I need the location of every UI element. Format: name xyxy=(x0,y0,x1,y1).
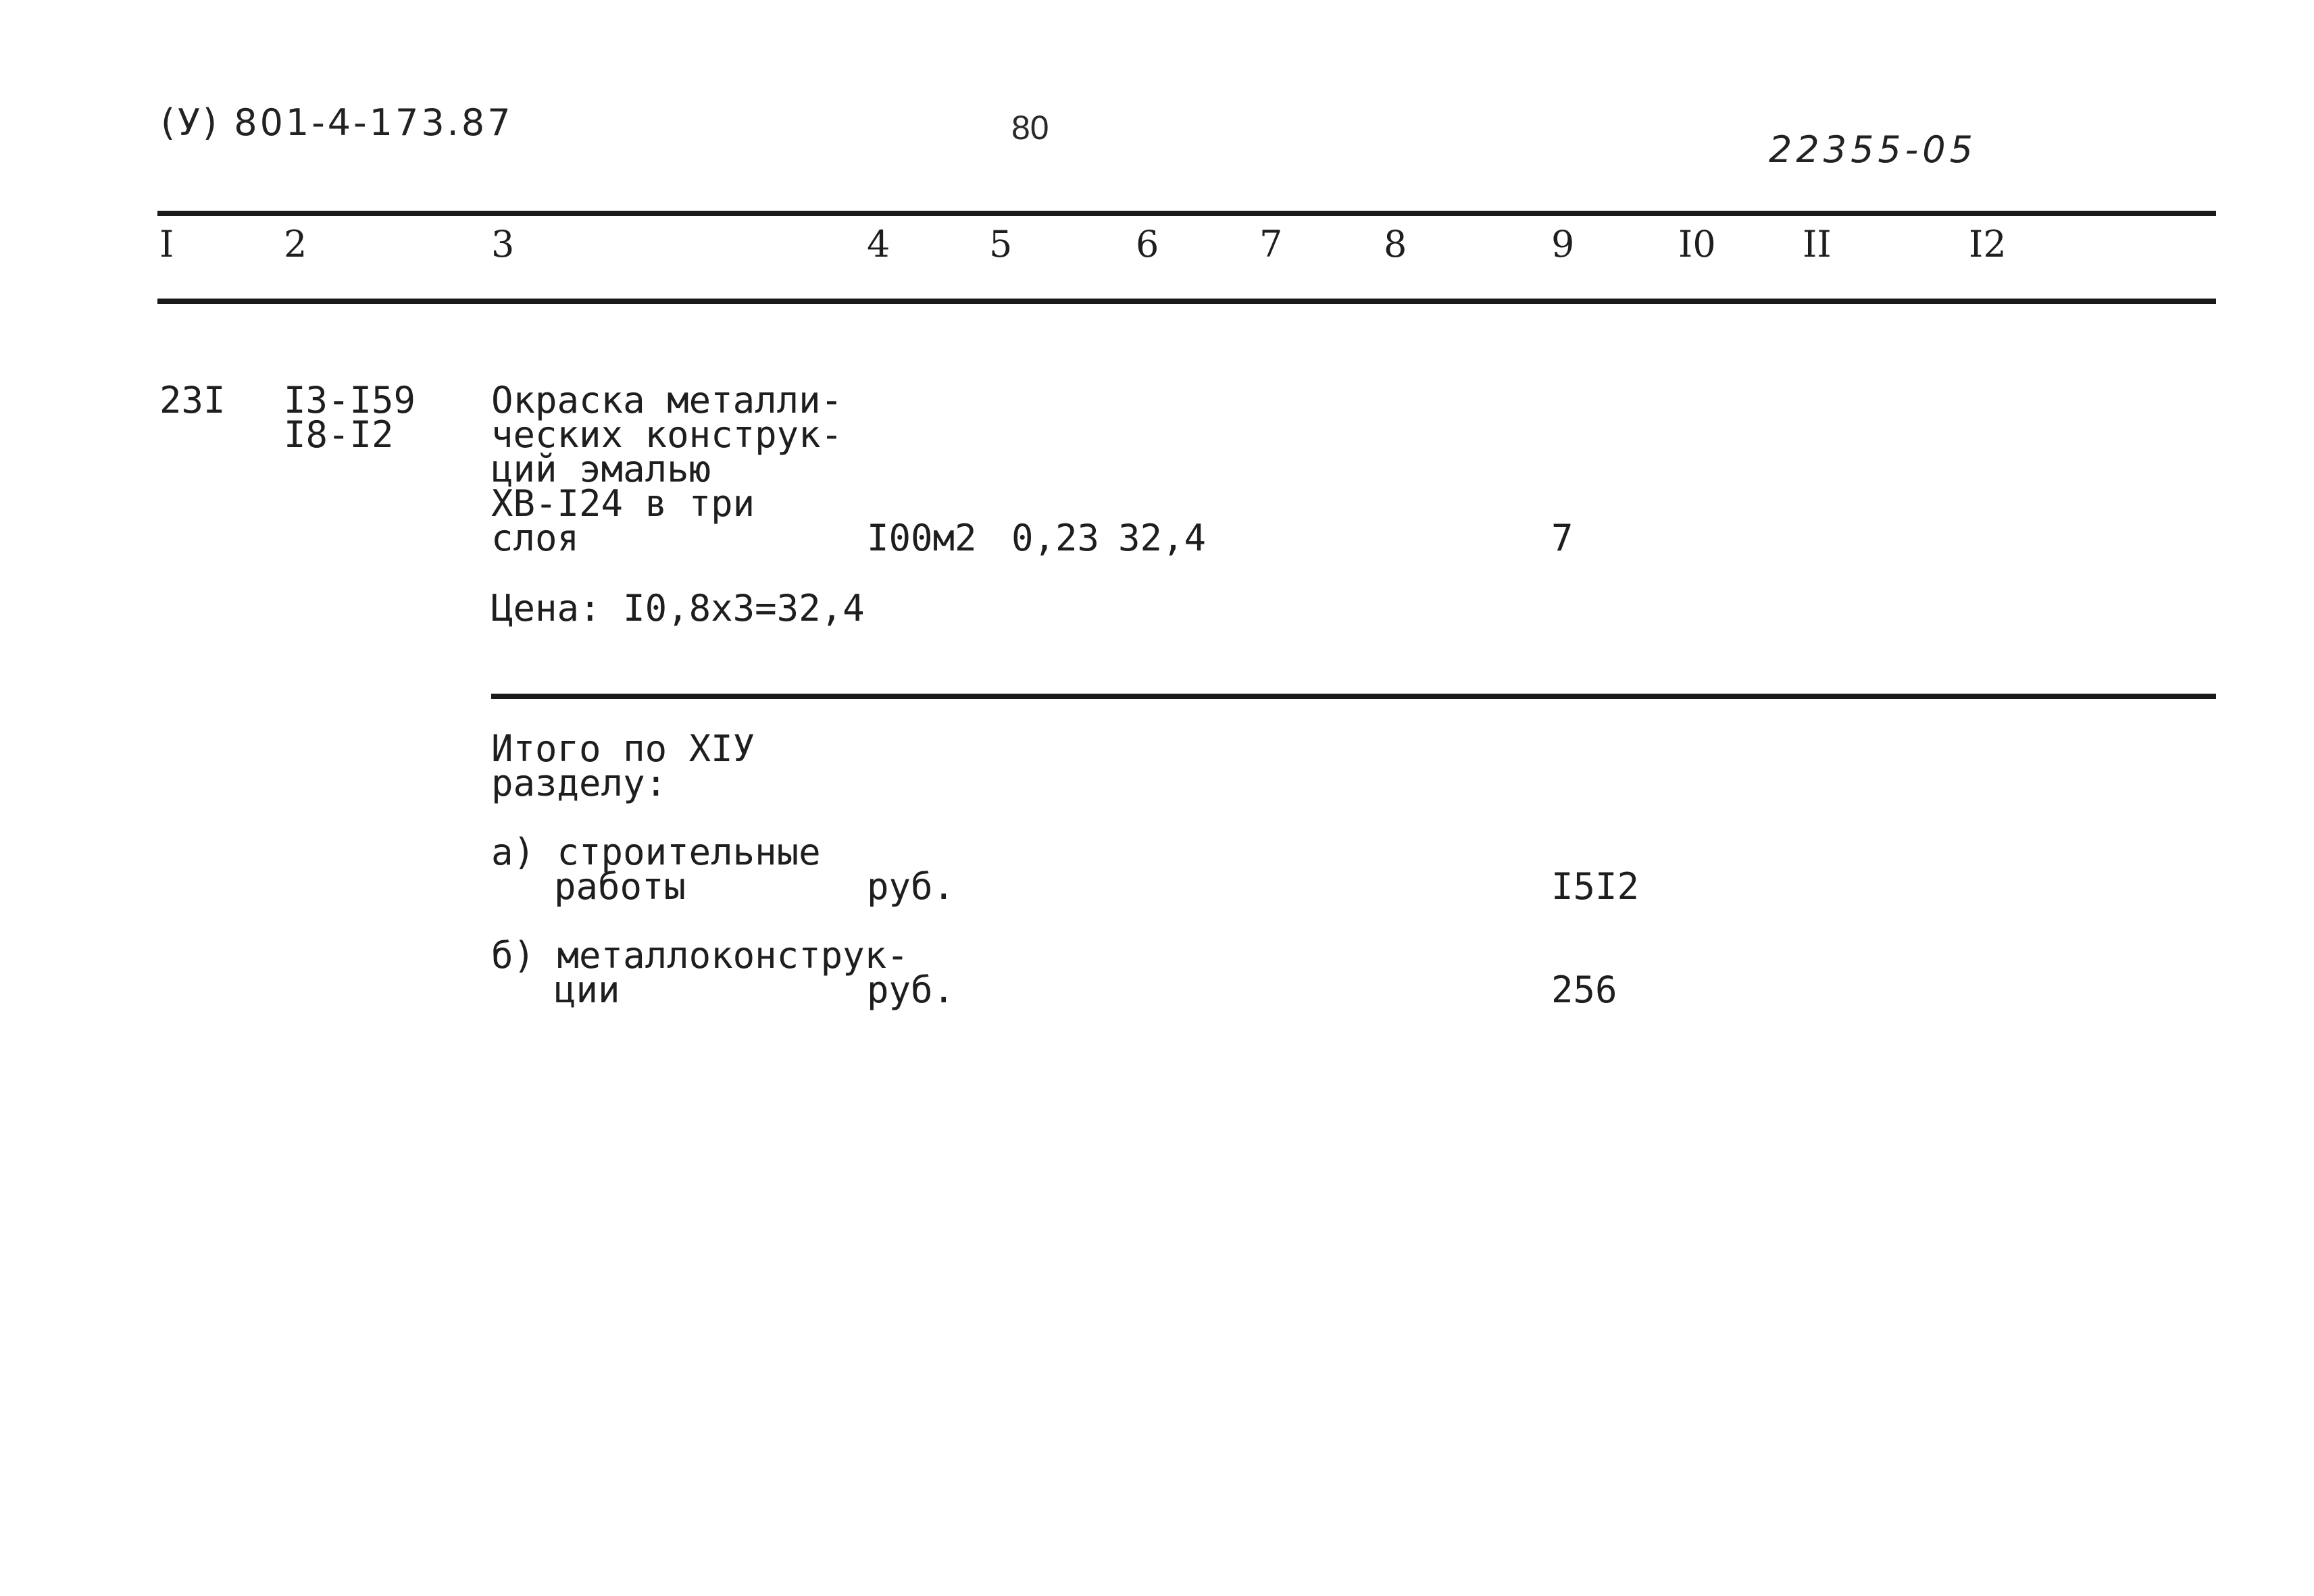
page-number: 80 xyxy=(1011,109,1049,147)
column-number-11: II xyxy=(1803,223,1832,265)
column-9-value: 7 xyxy=(1551,517,1574,559)
totals-title-line-2: разделу: xyxy=(491,762,668,804)
document-code: (У) 801-4-173.87 xyxy=(161,101,513,144)
column-number-8: 8 xyxy=(1384,223,1407,265)
stamp-number: 22355-05 xyxy=(1769,128,1977,171)
column-number-3: 3 xyxy=(491,223,515,265)
construction-works-label-line-1: а) строительные xyxy=(491,831,821,873)
column-number-1: I xyxy=(159,223,174,265)
column-number-4: 4 xyxy=(867,223,890,265)
column-number-5: 5 xyxy=(989,223,1013,265)
section-rule xyxy=(491,694,2216,699)
metal-structures-unit: руб. xyxy=(867,969,955,1011)
column-number-7: 7 xyxy=(1259,223,1283,265)
description-line-3: ций эмалью xyxy=(491,448,711,490)
column-number-10: I0 xyxy=(1678,223,1716,265)
norm-code-line-2: I8-I2 xyxy=(284,413,394,456)
norm-code-line-1: I3-I59 xyxy=(284,379,416,421)
header-bottom-rule xyxy=(157,299,2216,304)
column-number-9: 9 xyxy=(1551,223,1575,265)
description-line-5: слоя xyxy=(491,517,580,559)
unit-of-measure: I00м2 xyxy=(867,517,977,559)
row-number: 23I xyxy=(159,379,226,421)
metal-structures-total: 256 xyxy=(1551,969,1617,1011)
column-number-12: I2 xyxy=(1969,223,2007,265)
description-line-2: ческих конструк- xyxy=(491,413,843,456)
description-line-1: Окраска металли- xyxy=(491,379,843,421)
quantity-value: 0,23 xyxy=(1011,517,1100,559)
description-line-4: ХВ-I24 в три xyxy=(491,482,755,525)
construction-works-unit: руб. xyxy=(867,865,955,908)
totals-title-line-1: Итого по XIУ xyxy=(491,727,755,770)
metal-structures-label-line-1: б) металлоконструк- xyxy=(491,934,909,977)
metal-structures-label-line-2: ции xyxy=(554,969,620,1011)
price-note: Цена: I0,8х3=32,4 xyxy=(491,587,865,629)
top-rule xyxy=(157,211,2216,216)
construction-works-label-line-2: работы xyxy=(554,865,686,908)
construction-works-total: I5I2 xyxy=(1551,865,1640,908)
column-number-6: 6 xyxy=(1136,223,1159,265)
unit-price-value: 32,4 xyxy=(1118,517,1207,559)
column-number-2: 2 xyxy=(284,223,307,265)
